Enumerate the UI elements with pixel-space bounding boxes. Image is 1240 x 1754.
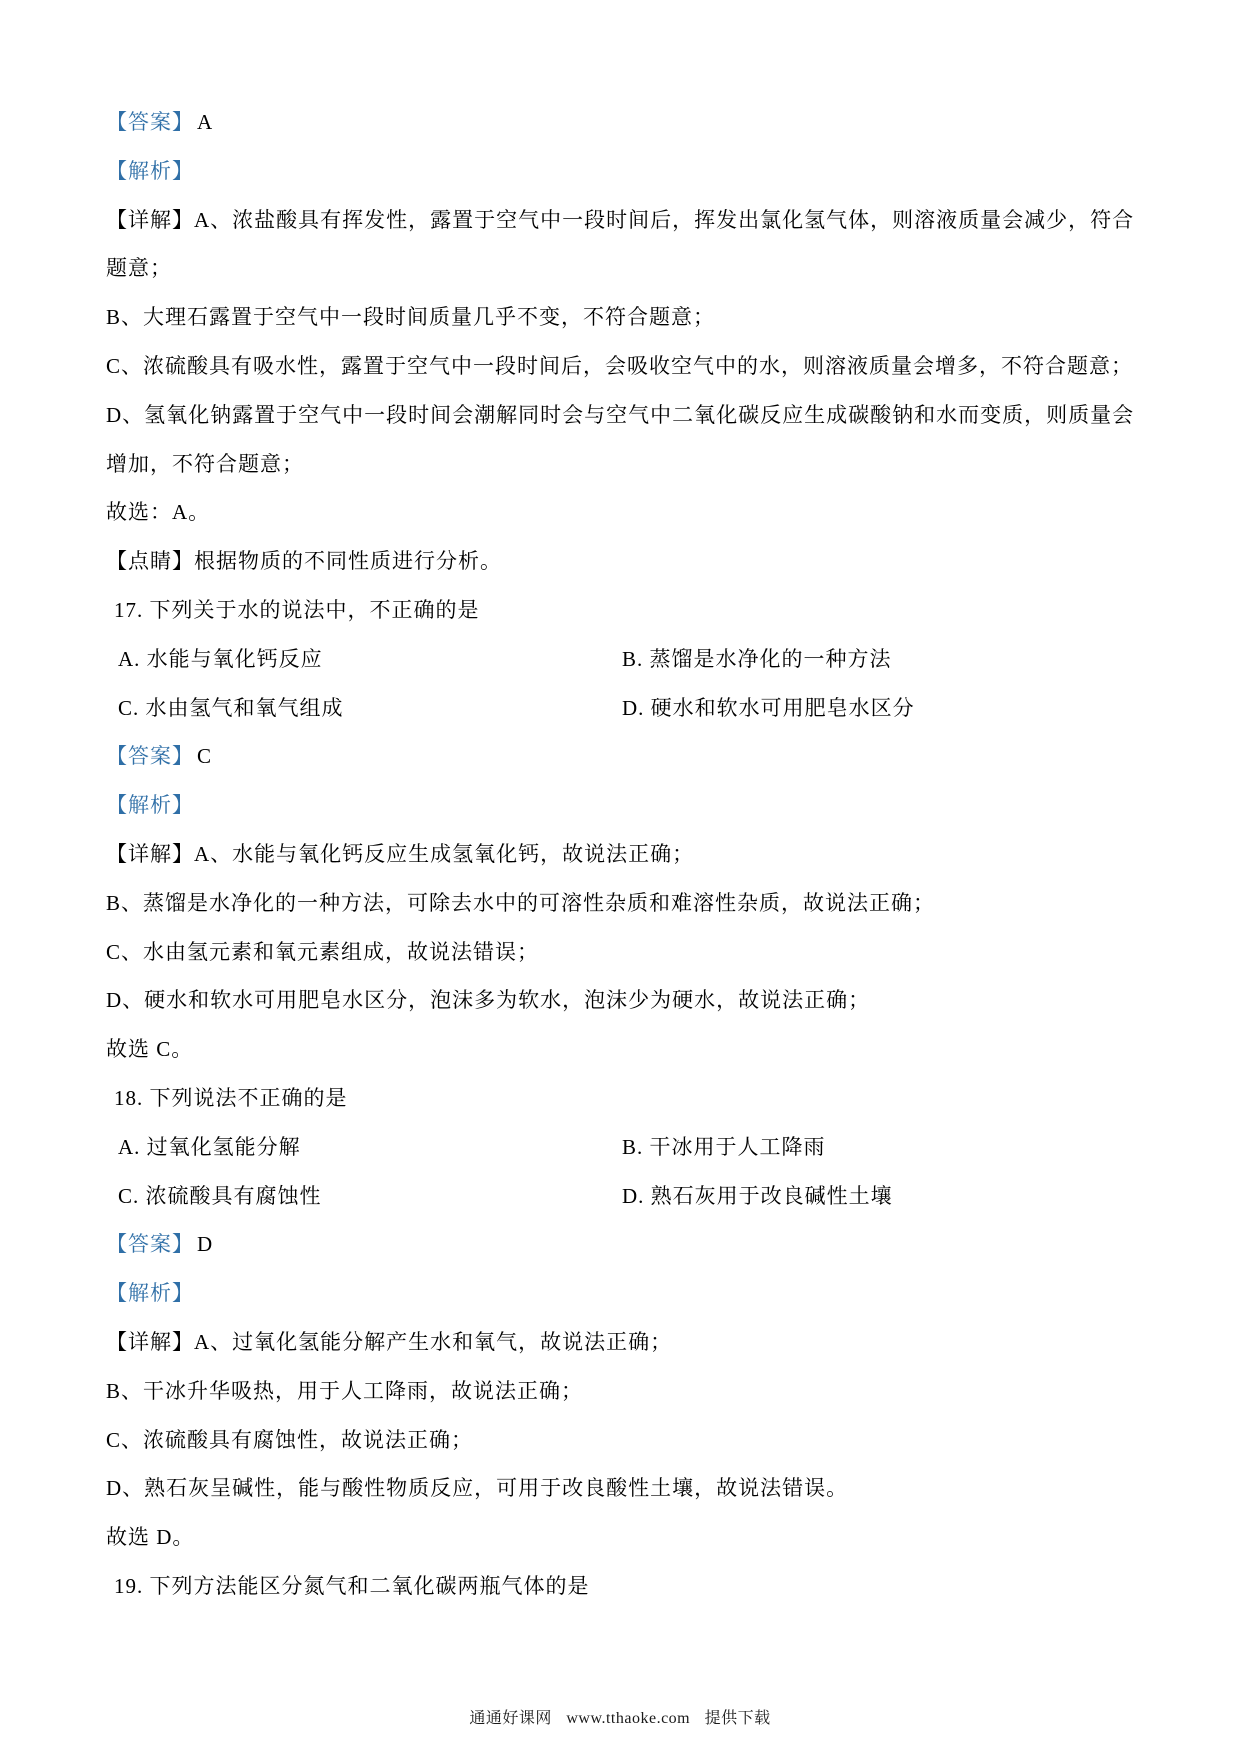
options-row — [106, 1123, 1140, 1172]
answer-value: D — [197, 1232, 214, 1257]
explanation-line: 故选：A。 — [106, 500, 211, 525]
option-cell: A. 水能与氧化钙反应 — [118, 646, 323, 671]
option-cell: C. 水由氢气和氧气组成 — [118, 695, 344, 720]
analysis-label-line — [106, 147, 1140, 196]
answer-value: A — [197, 110, 214, 134]
explanation-line: D、氢氧化钠露置于空气中一段时间会潮解同时会与空气中二氧化碳反应生成碳酸钠和水而变质，则质量会 — [106, 402, 1135, 427]
option-cell: C. 浓硫酸具有腐蚀性 — [118, 1183, 322, 1208]
footer-site-name: 通通好课网 — [469, 1710, 552, 1727]
footer — [0, 1705, 1240, 1728]
explanation-line: D、硬水和软水可用肥皂水区分，泡沫多为软水，泡沫少为硬水，故说法正确； — [106, 988, 871, 1013]
explanation-line: 【点睛】根据物质的不同性质进行分析。 — [106, 549, 502, 574]
option-cell: D. 熟石灰用于改良碱性土壤 — [622, 1183, 893, 1208]
options-row — [106, 1172, 1140, 1221]
analysis-label: 【解析】 — [106, 793, 194, 818]
explanation-line: C、浓硫酸具有吸水性，露置于空气中一段时间后，会吸收空气中的水，则溶液质量会增多，不符合题意； — [106, 353, 1134, 378]
explanation-line: B、大理石露置于空气中一段时间质量几乎不变，不符合题意； — [106, 305, 716, 330]
explanation-line: 题意； — [106, 256, 172, 281]
answer-line — [106, 732, 1140, 781]
explanation-line: B、干冰升华吸热，用于人工降雨，故说法正确； — [106, 1378, 584, 1403]
answer-label: 【答案】 — [106, 744, 194, 769]
question-line: 17. 下列关于水的说法中，不正确的是 — [114, 597, 480, 622]
options-row — [106, 684, 1140, 733]
option-cell: B. 干冰用于人工降雨 — [622, 1134, 826, 1159]
option-cell: B. 蒸馏是水净化的一种方法 — [622, 646, 892, 671]
analysis-label-line — [106, 781, 1140, 830]
explanation-line: D、熟石灰呈碱性，能与酸性物质反应，可用于改良酸性土壤，故说法错误。 — [106, 1476, 849, 1501]
explanation-line: 故选 D。 — [106, 1525, 195, 1550]
explanation-line: 增加，不符合题意； — [106, 451, 304, 476]
explanation-line: 故选 C。 — [106, 1037, 194, 1062]
explanation-line: 【详解】A、水能与氧化钙反应生成氢氧化钙，故说法正确； — [106, 841, 695, 866]
answer-value: C — [197, 744, 213, 769]
question-line: 19. 下列方法能区分氮气和二氧化碳两瓶气体的是 — [114, 1573, 590, 1598]
option-cell: D. 硬水和软水可用肥皂水区分 — [622, 695, 915, 720]
option-cell: A. 过氧化氢能分解 — [118, 1134, 301, 1159]
answer-line — [106, 98, 1140, 147]
explanation-line: B、蒸馏是水净化的一种方法，可除去水中的可溶性杂质和难溶性杂质，故说法正确； — [106, 890, 936, 915]
footer-download-text: 提供下载 — [704, 1710, 771, 1727]
explanation-line: C、水由氢元素和氧元素组成，故说法错误； — [106, 939, 540, 964]
explanation-line: 【详解】A、浓盐酸具有挥发性，露置于空气中一段时间后，挥发出氯化氢气体，则溶液质量会减少，符合 — [106, 207, 1135, 232]
options-row — [106, 635, 1140, 684]
answer-label: 【答案】 — [106, 110, 194, 134]
analysis-label-line — [106, 1269, 1140, 1318]
analysis-label: 【解析】 — [106, 1281, 194, 1306]
question-line: 18. 下列说法不正确的是 — [114, 1085, 348, 1110]
answer-line — [106, 1220, 1140, 1269]
footer-url: www.tthaoke.com — [566, 1710, 691, 1727]
analysis-label: 【解析】 — [106, 158, 194, 183]
explanation-line: C、浓硫酸具有腐蚀性，故说法正确； — [106, 1427, 474, 1452]
answer-label: 【答案】 — [106, 1232, 194, 1257]
explanation-line: 【详解】A、过氧化氢能分解产生水和氧气，故说法正确； — [106, 1329, 673, 1354]
